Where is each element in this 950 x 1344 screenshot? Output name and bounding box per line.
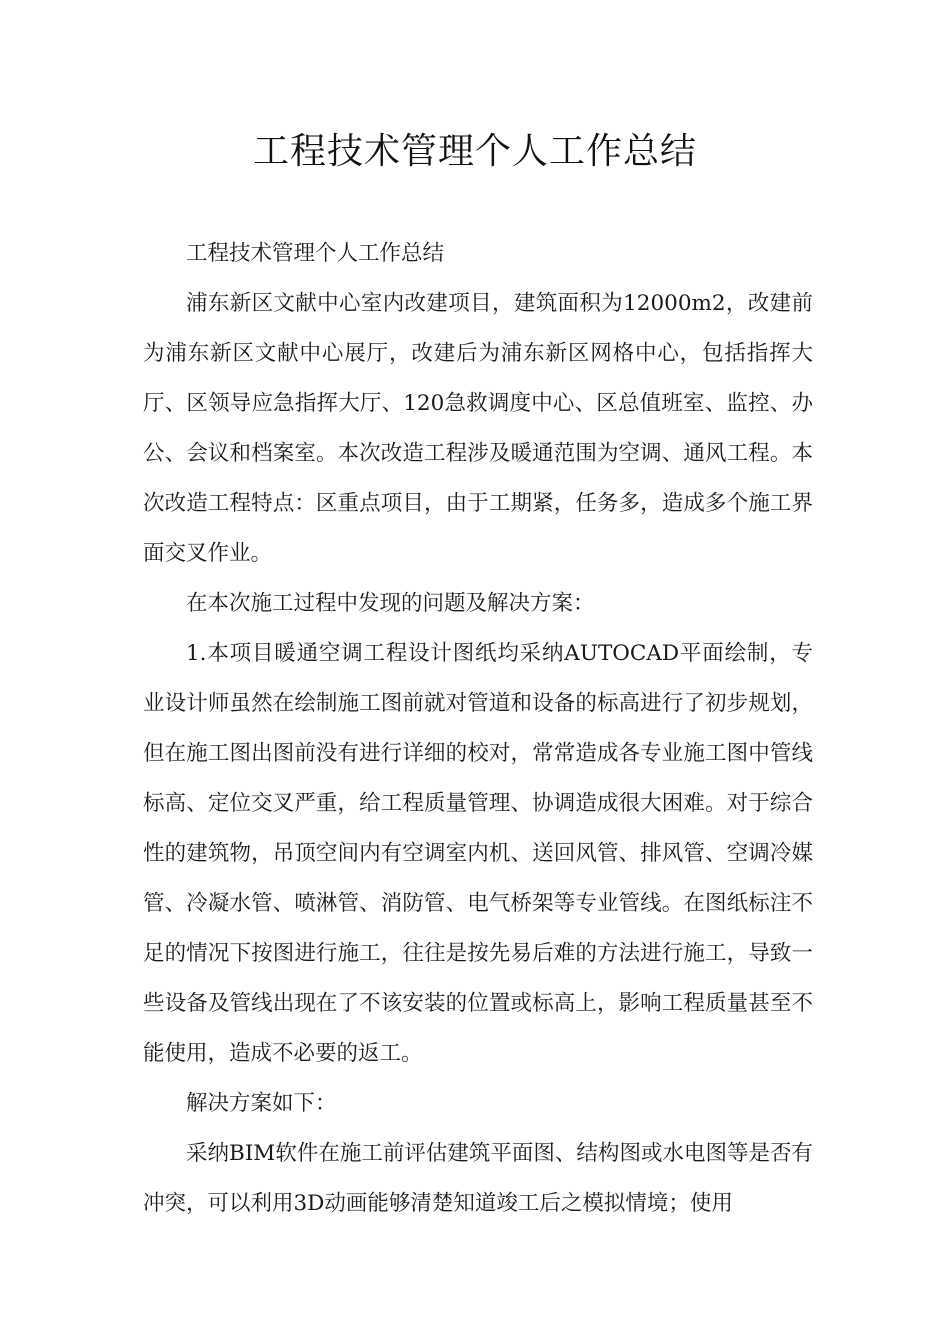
paragraph-problem-1: 1.本项目暖通空调工程设计图纸均采纳AUTOCAD平面绘制，专业设计师虽然在绘制施工图前就对管道和设备的标高进行了初步规划，但在施工图出图前没有进行详细的校对，常常造成各专业施工图中管线标高、定位交叉严重，给工程质量管理、协调造成很大困难。对于综合性的建筑物，吊顶空间内有空调室内机、送回风管、排风管、空调冷媒管、冷凝水管、喷淋管、消防管、电气桥架等专业管线。在图纸标注不足的情况下按图进行施工，往往是按先易后难的方法进行施工，导致一些设备及管线出现在了不该安装的位置或标高上，影响工程质量甚至不能使用，造成不必要的返工。 xyxy=(143,641,813,1066)
paragraph-project-overview: 浦东新区文献中心室内改建项目，建筑面积为12000m2，改建前为浦东新区文献中心展厅，改建后为浦东新区网格中心，包括指挥大厅、区领导应急指挥大厅、120急救调度中心、区总值班室、监控、办公、会议和档案室。本次改造工程涉及暖通范围为空调、通风工程。本次改造工程特点：区重点项目，由于工期紧，任务多，造成多个施工界面交叉作业。 xyxy=(143,291,813,566)
document-title: 工程技术管理个人工作总结 xyxy=(252,131,697,172)
paragraph-solution-intro: 解决方案如下： xyxy=(186,1091,337,1116)
paragraph-subtitle: 工程技术管理个人工作总结 xyxy=(186,241,445,266)
paragraph-solution-bim: 采纳BIM软件在施工前评估建筑平面图、结构图或水电图等是否有冲突，可以利用3D动画能够清楚知道竣工后之模拟情境；使用 xyxy=(143,1141,813,1216)
document-body xyxy=(143,229,813,1229)
paragraph-problems-intro: 在本次施工过程中发现的问题及解决方案： xyxy=(186,591,595,616)
